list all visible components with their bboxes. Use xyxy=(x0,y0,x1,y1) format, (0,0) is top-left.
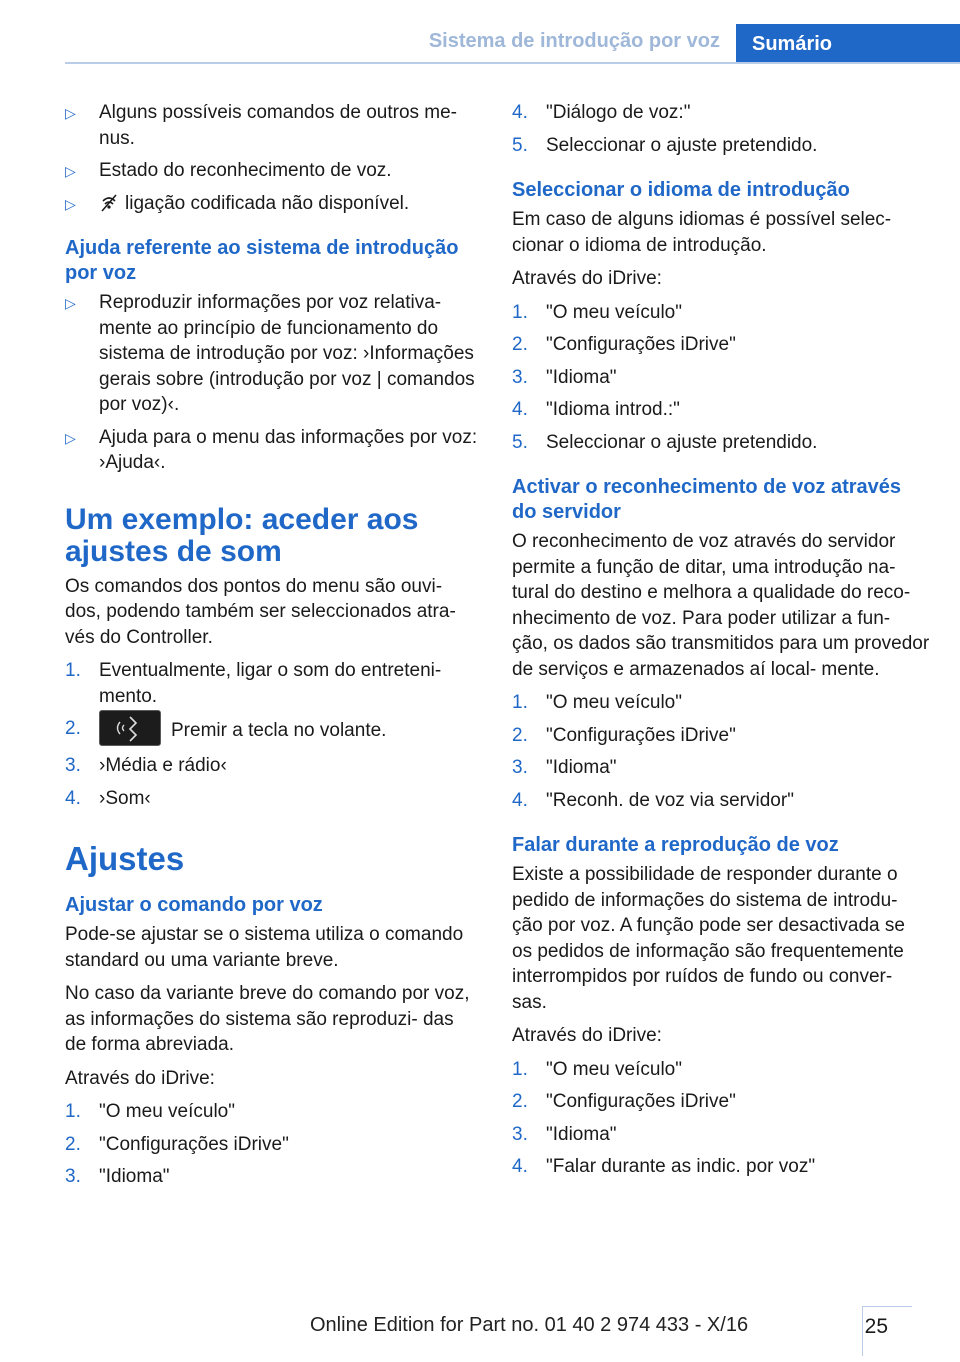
list-item: 3. "Idioma" xyxy=(512,366,617,388)
right-column xyxy=(512,100,930,1194)
list-item: 3. "Idioma" xyxy=(512,1123,617,1145)
left-column xyxy=(65,100,480,1204)
triangle-bullet-icon: ▷ xyxy=(65,195,76,212)
triangle-bullet-icon: ▷ xyxy=(65,295,76,311)
triangle-bullet-icon: ▷ xyxy=(65,105,76,121)
speak-paragraph-2: Através do iDrive: xyxy=(512,1025,662,1046)
example-steps xyxy=(65,658,480,811)
list-item: ▷ Estado do reconhecimento de voz. xyxy=(65,158,480,184)
list-item: 1. "O meu veículo" xyxy=(512,1058,682,1080)
page-header xyxy=(65,0,960,64)
list-item: 2. "Configurações iDrive" xyxy=(512,334,736,355)
list-item: 2. Premir a tecla no volante. xyxy=(65,716,480,746)
language-heading: Seleccionar o idioma de introdução xyxy=(512,179,850,201)
tab-summary[interactable]: Sumário xyxy=(736,24,960,62)
list-item: 5. Seleccionar o ajuste pretendido. xyxy=(512,431,818,453)
list-item: 4. "Falar durante as indic. por voz" xyxy=(512,1156,816,1177)
triangle-bullet-icon: ▷ xyxy=(65,429,76,446)
speak-steps xyxy=(512,1057,930,1180)
list-item: 2. "Configurações iDrive" xyxy=(512,1091,736,1112)
footer-rule xyxy=(862,1306,912,1307)
example-paragraph: Os comandos dos pontos do menu são ouvi‐ dos, podendo também ser seleccionados atra‐ vés do Controller. xyxy=(65,575,456,648)
server-steps xyxy=(512,690,930,813)
triangle-bullet-icon: ▷ xyxy=(65,163,76,179)
help-heading: Ajuda referente ao sistema de introdução por voz xyxy=(65,237,459,284)
language-paragraph-1: Em caso de alguns idiomas é possível selec‐ cionar o idioma de introdução. xyxy=(512,209,892,256)
list-item: ▷ ligação codificada não disponível. xyxy=(65,191,480,217)
page-number: 25 xyxy=(864,1315,888,1338)
example-heading: Um exemplo: aceder aos ajustes de som xyxy=(65,502,419,568)
list-item: 4. "Idioma introd.:" xyxy=(512,399,680,420)
adjust-command-heading: Ajustar o comando por voz xyxy=(65,894,323,916)
list-item: 1. Eventualmente, ligar o som do entreteni‐ mento. xyxy=(65,660,442,707)
speak-paragraph-1: Existe a possibilidade de responder durante o pedido de informações do sistema de introdu‐ ção por voz. A função pode ser desactivada se os pedidos de informação são frequentemente interrompidos por ruídos de fundo ou conver‐ sas. xyxy=(512,864,905,1013)
list-item: ▷ Ajuda para o menu das informações por voz: ›Ajuda‹. xyxy=(65,426,478,473)
server-paragraph: O reconhecimento de voz através do servidor permite a função de ditar, uma introdução na‐ tural do destino e melhora a qualidade do reco‐ nhecimento de voz. Para poder utilizar a fun‐ ção, os dados são transmitidos para um provedor de serviços e armazenados aí local‐ mente. xyxy=(512,531,930,680)
voice-command-key-icon xyxy=(99,710,161,746)
adjust-paragraph-2: No caso da variante breve do comando por voz, as informações do sistema são reproduzi‐ das de forma abreviada. xyxy=(65,983,470,1055)
list-item: 2. "Configurações iDrive" xyxy=(512,724,736,746)
adjust-paragraph-1: Pode-se ajustar se o sistema utiliza o comando standard ou uma variante breve. xyxy=(65,924,464,971)
list-item: 2. "Configurações iDrive" xyxy=(65,1133,289,1155)
list-item: 1. "O meu veículo" xyxy=(512,301,682,323)
list-item: 4. "Reconh. de voz via servidor" xyxy=(512,789,794,811)
list-item: 4. ›Som‹ xyxy=(65,787,151,809)
list-item: ▷ Alguns possíveis comandos de outros me‐ nus. xyxy=(65,102,458,149)
list-item: ▷ Reproduzir informações por voz relativa‐ mente ao princípio de funcionamento do sistema de introdução por voz: ›Informações gerais sobre (introdução por voz | comandos por voz)‹. xyxy=(65,292,475,415)
list-item: 4. "Diálogo de voz:" xyxy=(512,102,691,123)
continued-steps xyxy=(512,100,930,158)
edition-note: Online Edition for Part no. 01 40 2 974 433 - X/16 xyxy=(310,1314,749,1336)
settings-heading: Ajustes xyxy=(65,840,185,877)
help-bullet-list xyxy=(65,290,480,476)
adjust-steps xyxy=(65,1099,480,1190)
list-item: 3. "Idioma" xyxy=(65,1166,170,1187)
list-item: 3. "Idioma" xyxy=(512,757,617,778)
list-item: 1. "O meu veículo" xyxy=(512,692,682,713)
language-steps xyxy=(512,300,930,456)
encrypted-connection-unavailable-icon xyxy=(99,193,119,213)
speak-during-playback-heading: Falar durante a reprodução de voz xyxy=(512,834,839,856)
adjust-paragraph-3: Através do iDrive: xyxy=(65,1067,215,1089)
list-item: 5. Seleccionar o ajuste pretendido. xyxy=(512,134,818,156)
footer-divider xyxy=(862,1306,863,1356)
list-item: 1. "O meu veículo" xyxy=(65,1101,235,1122)
server-recognition-heading: Activar o reconhecimento de voz através do servidor xyxy=(512,476,902,523)
bullet-list xyxy=(65,100,480,216)
language-paragraph-2: Através do iDrive: xyxy=(512,268,662,289)
section-title[interactable]: Sistema de introdução por voz xyxy=(428,30,720,52)
list-item: 3. ›Média e rádio‹ xyxy=(65,755,227,776)
